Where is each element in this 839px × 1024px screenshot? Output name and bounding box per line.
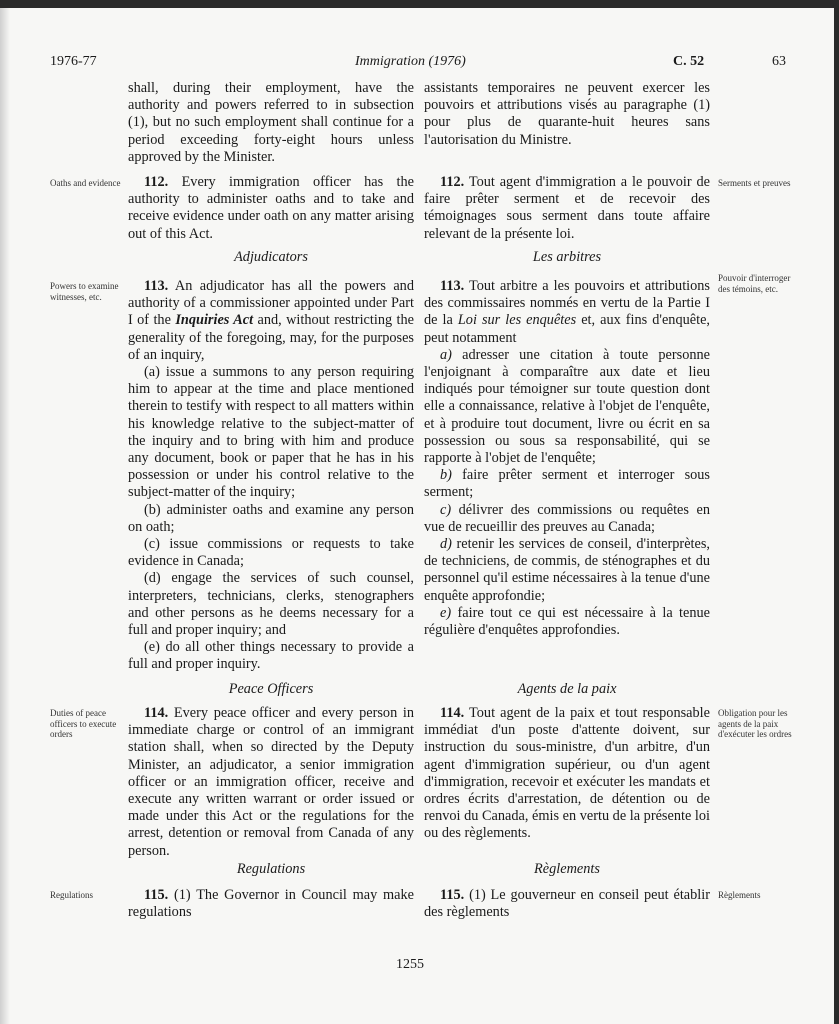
margin-note-duties: Duties of peace officers to execute orders [50, 708, 117, 739]
section-number: 112. [144, 174, 169, 190]
margin-note-reglements: Règlements [718, 890, 761, 900]
english-heading-regulations: Regulations [236, 861, 306, 877]
margin-note-obligation: Obligation pour les agents de la paix d'exécuter les ordres [718, 708, 792, 739]
section-number: 115. [440, 887, 465, 903]
header-page-number: 63 [772, 54, 786, 69]
french-section-115: 115. (1) Le gouverneur en conseil peut établir des règlements [424, 887, 710, 921]
section-number: 114. [440, 705, 465, 721]
document-page [0, 8, 834, 1024]
header-year: 1976-77 [50, 54, 97, 69]
french-continuation: assistants temporaires ne peuvent exercer les pouvoirs et attributions visés au paragraphe (1) pour plus de quarante-huit heures sans l'autorisation du Ministre. [424, 80, 710, 148]
section-number: 112. [440, 174, 465, 190]
english-heading-peace-officers: Peace Officers [228, 681, 314, 697]
english-section-112: 112. Every immigration officer has the authority to administer oaths and to take and receive evidence under oath on any matter arising out of this Act. [128, 174, 415, 242]
english-section-115: 115. (1) The Governor in Council may make regulations [128, 887, 415, 921]
french-heading-reglements: Règlements [534, 861, 600, 877]
page-spine-shadow [0, 8, 10, 1024]
footer-page-number: 1255 [396, 957, 424, 972]
section-number: 113. [440, 278, 465, 294]
french-section-112: 112. Tout agent d'immigration a le pouvoir de faire prêter serment et de recevoir des témoignages sous serment dans toute affaire relevant de la présente loi. [424, 174, 710, 242]
english-heading-adjudicators: Adjudicators [234, 249, 308, 265]
margin-note-regulations: Regulations [50, 890, 93, 900]
french-section-114: 114. Tout agent de la paix et tout responsable immédiat d'un poste d'attente doivent, sur instruction du sous-ministre, d'un arbitre, d'un agent d'immigration supérieur, ou d'un agent d'immigration, recevoir et exécuter les mandats et ordres écrits d'arrestation, de détention ou de renvoi du Canada, émis en vertu de la présente loi ou des règlements. [424, 705, 710, 842]
english-section-114: 114. Every peace officer and every person in immediate charge or control of an immigrant station shall, when so directed by the Deputy Minister, an adjudicator, a senior immigration officer or an immigration officer, receive and execute any written warrant or order issued or made under this Act or the regulations for the arrest, detention or removal from Canada of any person. [128, 705, 415, 859]
french-heading-agents-de-la-paix: Agents de la paix [517, 681, 617, 697]
margin-note-pouvoir: Pouvoir d'interroger des témoins, etc. [718, 273, 791, 294]
french-heading-arbitres: Les arbitres [532, 249, 602, 265]
french-section-113: 113. Tout arbitre a les pouvoirs et attributions des commissaires nommés en vertu de la Partie I de la Loi sur les enquêtes et, aux fins d'enquête, peut notamment a) adresser une citation à toute personne l'enjoignant à comparaître aux date et lieu indiqués pour témoigner sur toute question dont elle a connaissance, relative à l'objet de l'enquête, et à produire tout document, livre ou écrit en sa possession ou sous sa responsabilité, qui se rapporte à l'objet de l'enquête; b) faire prêter serment et interroger sous serment; c) délivrer des commissions ou requêtes en vue de recueillir des preuves au Canada; d) retenir les services de conseil, d'interprètes, de techniciens, de commis, de sténographes et du personnel qu'il estime nécessaires à la tenue d'une enquête approfondie; e) faire tout ce qui est nécessaire à la tenue régulière d'enquêtes approfondies. [424, 278, 710, 639]
margin-note-serments: Serments et preuves [718, 178, 791, 188]
header-chapter: C. 52 [673, 54, 705, 69]
section-number: 113. [144, 278, 169, 294]
margin-note-powers: Powers to examine witnesses, etc. [50, 281, 119, 302]
margin-note-oaths: Oaths and evidence [50, 178, 121, 188]
english-section-113: 113. An adjudicator has all the powers and authority of a commissioner appointed under Part I of the Inquiries Act and, without restricting the generality of the foregoing, may, for the purposes of an inquiry, (a) issue a summons to any person requiring him to appear at the time and place mentioned therein to testify with respect to all matters within his knowledge relative to the subject-matter of the inquiry and to bring with him and produce any document, book or paper that he has in his possession or under his control relative to the subject-matter of the inquiry; (b) administer oaths and examine any person on oath; (c) issue commissions or requests to take evidence in Canada; (d) engage the services of such counsel, interpreters, technicians, clerks, stenographers and other persons as he deems necessary for a full and proper inquiry; and (e) do all other things necessary to provide a full and proper inquiry. [128, 278, 415, 673]
english-continuation: shall, during their employment, have the authority and powers referred to in subsection (1), but no such employment shall continue for a period exceeding forty-eight hours unless approved by the Minister. [128, 80, 414, 165]
section-number: 115. [144, 887, 169, 903]
section-number: 114. [144, 705, 169, 721]
header-title: Immigration (1976) [355, 54, 466, 69]
